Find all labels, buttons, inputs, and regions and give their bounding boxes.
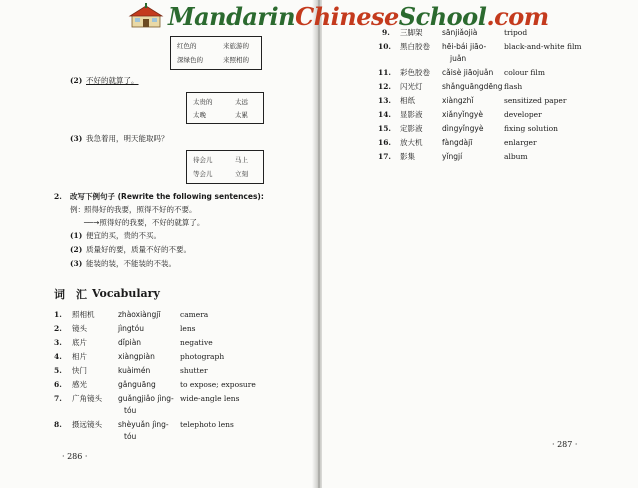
vocab-chinese: 闪光灯 (400, 82, 423, 91)
vocab-english: black-and-white film (504, 42, 582, 51)
vocab-pinyin: guǎngjiǎo jìng- (118, 394, 174, 403)
right-page (322, 0, 638, 488)
page-number: · 287 · (552, 440, 578, 449)
vocab-chinese: 黑白胶卷 (400, 42, 430, 51)
vocab-english: photograph (180, 352, 225, 361)
vocab-number: 7. (54, 394, 62, 403)
site-logo (128, 2, 549, 30)
vocab-number: 3. (54, 338, 62, 347)
vocab-english: enlarger (504, 138, 537, 147)
exercise-item-number: (1) (70, 231, 83, 240)
vocab-chinese: 底片 (72, 338, 87, 347)
example-sentence: 照得好的我要，照得不好的不要。 (84, 205, 197, 214)
vocab-pinyin: jìngtóu (118, 324, 144, 333)
box3-cell: 等会儿 (193, 170, 213, 178)
vocab-english: shutter (180, 366, 208, 375)
vocab-chinese: 三脚架 (400, 28, 423, 37)
box3-cell: 待会儿 (193, 156, 213, 164)
exercise-item-text: 能装的装，不能装的不装。 (86, 259, 176, 268)
substitution-box-2 (186, 92, 264, 124)
vocab-pinyin: dìngyǐngyè (442, 124, 484, 133)
vocab-english: lens (180, 324, 196, 333)
vocab-pinyin: xiàngpiàn (118, 352, 155, 361)
vocab-english: fixing solution (504, 124, 558, 133)
exercise-item-text: 质量好的要，质量不好的不要。 (86, 245, 191, 254)
vocab-pinyin: fàngdàjī (442, 138, 473, 147)
exercise-item-text: 便宜的买，贵的不买。 (86, 231, 161, 240)
exercise-item-number: (2) (70, 245, 83, 254)
vocab-chinese: 感光 (72, 380, 87, 389)
vocab-english: flash (504, 82, 523, 91)
vocab-english: camera (180, 310, 209, 319)
vocab-number: 2. (54, 324, 62, 333)
box2-cell: 太远 (235, 98, 248, 106)
box3-cell: 立刻 (235, 170, 248, 178)
vocab-pinyin-continued: tóu (124, 406, 137, 415)
vocab-english: tripod (504, 28, 528, 37)
vocab-english: wide-angle lens (180, 394, 240, 403)
vocab-pinyin: xiàngzhǐ (442, 96, 474, 105)
vocab-chinese: 定影液 (400, 124, 423, 133)
vocab-number: 16. (378, 138, 392, 147)
question-text: 我急着用，明天能取吗？ (86, 134, 169, 143)
box2-cell: 太贵的 (193, 98, 213, 106)
question-number: (3) (70, 134, 83, 143)
vocab-chinese: 显影液 (400, 110, 423, 119)
vocab-chinese: 放大机 (400, 138, 423, 147)
vocabulary-heading-cn: 词 汇 (54, 288, 87, 301)
exercise-item-number: (3) (70, 259, 83, 268)
vocabulary-heading-en: Vocabulary (92, 287, 160, 300)
example-rewrite: ──→照得好的我要，不好的就算了。 (84, 218, 205, 227)
vocab-pinyin-continued: juǎn (450, 54, 467, 63)
logo-wordmark: MandarinChineseSchool.com (168, 1, 549, 31)
vocab-pinyin: sānjiǎojià (442, 28, 478, 37)
vocab-pinyin: hēi-bái jiāo- (442, 42, 487, 51)
box2-cell: 太累 (235, 111, 248, 119)
vocab-number: 13. (378, 96, 392, 105)
vocab-number: 5. (54, 366, 62, 375)
vocab-chinese: 相纸 (400, 96, 415, 105)
vocab-number: 15. (378, 124, 392, 133)
vocab-number: 4. (54, 352, 62, 361)
exercise-title: 改写下例句子 (Rewrite the following sentences): (70, 192, 264, 201)
box1-cell: 深绿色的 (177, 56, 203, 64)
box3-cell: 马上 (235, 156, 248, 164)
question-number: (2) (70, 76, 83, 85)
vocab-english: colour film (504, 68, 545, 77)
vocab-number: 6. (54, 380, 62, 389)
vocab-english: album (504, 152, 528, 161)
vocab-pinyin: yǐngjí (442, 152, 463, 161)
substitution-box-3 (186, 150, 264, 184)
vocab-pinyin: zhàoxiàngjī (118, 310, 161, 319)
box1-cell: 来旅游的 (223, 42, 249, 50)
vocab-pinyin: kuàimén (118, 366, 151, 375)
box1-cell: 红色的 (177, 42, 197, 50)
vocab-pinyin-continued: tóu (124, 432, 137, 441)
vocab-number: 8. (54, 420, 62, 429)
vocab-chinese: 彩色胶卷 (400, 68, 430, 77)
schoolhouse-icon (128, 3, 164, 29)
vocab-chinese: 镜头 (72, 324, 87, 333)
vocab-pinyin: cǎisè jiāojuǎn (442, 68, 494, 77)
vocab-number: 9. (382, 28, 390, 37)
left-page (0, 0, 316, 488)
vocab-pinyin: gǎnguāng (118, 380, 156, 389)
vocab-pinyin: shǎnguāngdēng (442, 82, 503, 91)
vocab-pinyin: shèyuǎn jìng- (118, 420, 169, 429)
vocab-number: 14. (378, 110, 392, 119)
page-number: · 286 · (62, 452, 88, 461)
vocab-chinese: 相片 (72, 352, 87, 361)
vocab-english: developer (504, 110, 542, 119)
vocab-chinese: 摄远镜头 (72, 420, 102, 429)
vocab-number: 17. (378, 152, 392, 161)
vocab-english: to expose; exposure (180, 380, 256, 389)
substitution-box-1 (170, 36, 262, 70)
vocab-chinese: 照相机 (72, 310, 95, 319)
question-text: 不好的就算了。 (86, 76, 139, 85)
vocab-english: sensitized paper (504, 96, 567, 105)
vocab-english: negative (180, 338, 213, 347)
box1-cell: 来照相的 (223, 56, 249, 64)
vocab-number: 11. (378, 68, 392, 77)
box2-cell: 太晚 (193, 111, 206, 119)
vocab-chinese: 影集 (400, 152, 415, 161)
vocab-number: 10. (378, 42, 392, 51)
vocab-pinyin: dǐpiàn (118, 338, 142, 347)
vocab-number: 12. (378, 82, 392, 91)
vocab-english: telephoto lens (180, 420, 234, 429)
exercise-number: 2. (54, 192, 62, 201)
vocab-chinese: 广角镜头 (72, 394, 102, 403)
vocab-chinese: 快门 (72, 366, 87, 375)
example-label: 例： (70, 205, 85, 214)
vocab-number: 1. (54, 310, 62, 319)
vocab-pinyin: xiǎnyǐngyè (442, 110, 483, 119)
